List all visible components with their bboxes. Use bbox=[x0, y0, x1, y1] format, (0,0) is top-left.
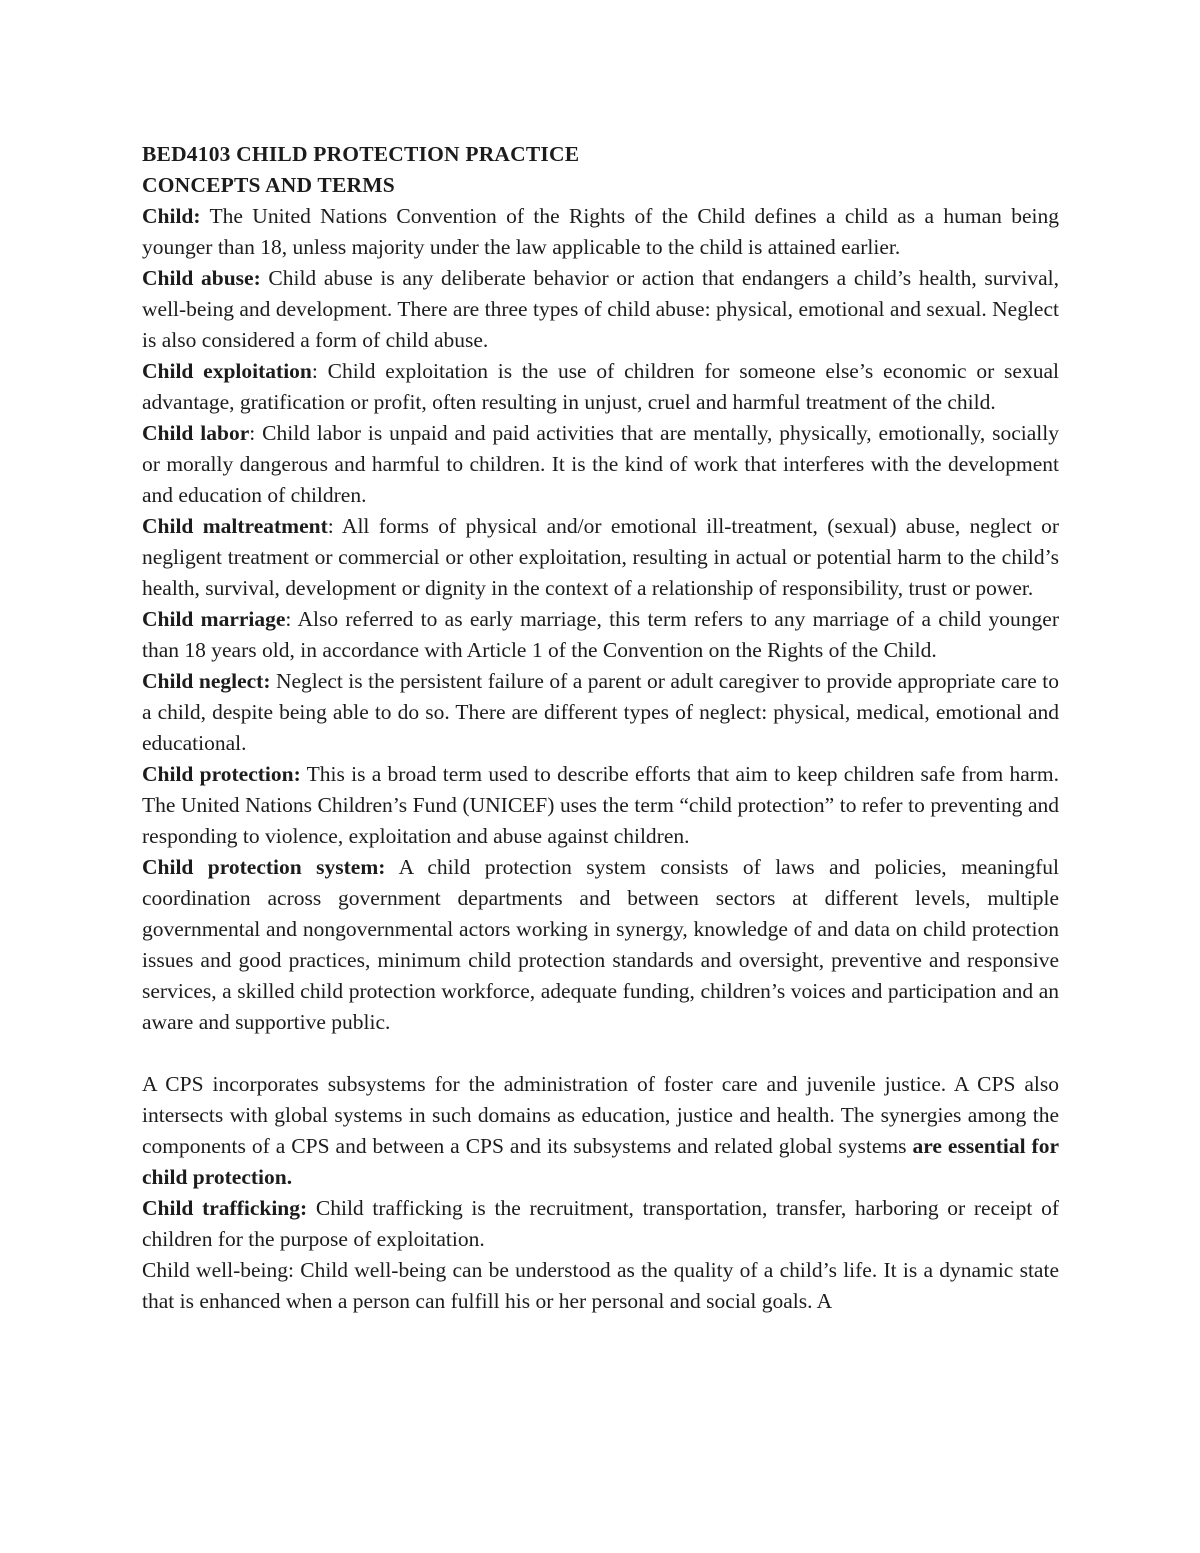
paragraph bbox=[142, 201, 1059, 263]
term-label: Child: bbox=[142, 204, 201, 228]
paragraph bbox=[142, 1069, 1059, 1193]
document-body bbox=[142, 201, 1059, 1317]
paragraph-text: A child protection system consists of laws and policies, meaningful coordination across government departments and between sectors at different levels, multiple governmental and nongovernmental actors working in synergy, knowledge of and data on child protection issues and good practices, minimum child protection standards and oversight, preventive and responsive services, a skilled child protection workforce, adequate funding, children’s voices and participation and an aware and supportive public. bbox=[142, 855, 1059, 1034]
paragraph bbox=[142, 1255, 1059, 1317]
paragraph-text: : Child labor is unpaid and paid activities that are mentally, physically, emotionally, socially or morally dangerous and harmful to children. It is the kind of work that interferes with the development and education of children. bbox=[142, 421, 1059, 507]
paragraph-text: : All forms of physical and/or emotional ill-treatment, (sexual) abuse, neglect or negligent treatment or commercial or other exploitation, resulting in actual or potential harm to the child’s health, survival, development or dignity in the context of a relationship of responsibility, trust or power. bbox=[142, 514, 1060, 600]
paragraph-text: : Child exploitation is the use of children for someone else’s economic or sexual advantage, gratification or profit, often resulting in unjust, cruel and harmful treatment of the child. bbox=[142, 359, 1059, 414]
paragraph-text: Child trafficking is the recruitment, transportation, transfer, harboring or receipt of children for the purpose of exploitation. bbox=[142, 1196, 1059, 1251]
paragraph bbox=[142, 666, 1059, 759]
term-label: are essential for child protection. bbox=[142, 1134, 1059, 1189]
paragraph bbox=[142, 418, 1059, 511]
paragraph-text: Neglect is the persistent failure of a parent or adult caregiver to provide appropriate care to a child, despite being able to do so. There are different types of neglect: physical, medical, emotional and educational. bbox=[142, 669, 1059, 755]
paragraph bbox=[142, 759, 1059, 852]
paragraph bbox=[142, 356, 1059, 418]
paragraph bbox=[142, 511, 1059, 604]
paragraph bbox=[142, 604, 1059, 666]
term-label: Child neglect: bbox=[142, 669, 271, 693]
term-label: Child maltreatment bbox=[142, 514, 328, 538]
document-subtitle: CONCEPTS AND TERMS bbox=[142, 173, 395, 197]
paragraph-text: The United Nations Convention of the Rights of the Child defines a child as a human being younger than 18, unless majority under the law applicable to the child is attained earlier. bbox=[142, 204, 1059, 259]
term-label: Child labor bbox=[142, 421, 250, 445]
document-title: BED4103 CHILD PROTECTION PRACTICE bbox=[142, 142, 580, 166]
paragraph-text: A CPS incorporates subsystems for the administration of foster care and juvenile justice. A CPS also intersects with global systems in such domains as education, justice and health. The synergies among the components of a CPS and between a CPS and its subsystems and related global systems bbox=[142, 1072, 1059, 1158]
term-label: Child exploitation bbox=[142, 359, 312, 383]
paragraph bbox=[142, 263, 1059, 356]
paragraph-text: Child abuse is any deliberate behavior or action that endangers a child’s health, survival, well-being and development. There are three types of child abuse: physical, emotional and sexual. Neglect is also considered a form of child abuse. bbox=[142, 266, 1059, 352]
term-label: Child trafficking: bbox=[142, 1196, 308, 1220]
paragraph bbox=[142, 1193, 1059, 1255]
paragraph-text: : Also referred to as early marriage, this term refers to any marriage of a child younger than 18 years old, in accordance with Article 1 of the Convention on the Rights of the Child. bbox=[142, 607, 1059, 662]
term-label: Child abuse: bbox=[142, 266, 261, 290]
term-label: Child marriage bbox=[142, 607, 286, 631]
paragraph bbox=[142, 852, 1059, 1038]
paragraph-text: Child well-being: Child well-being can be understood as the quality of a child’s life. It is a dynamic state that is enhanced when a person can fulfill his or her personal and social goals. A bbox=[142, 1258, 1059, 1313]
paragraph-text: This is a broad term used to describe efforts that aim to keep children safe from harm. The United Nations Children’s Fund (UNICEF) uses the term “child protection” to refer to preventing and responding to violence, exploitation and abuse against children. bbox=[142, 762, 1059, 848]
term-label: Child protection: bbox=[142, 762, 301, 786]
term-label: Child protection system: bbox=[142, 855, 386, 879]
